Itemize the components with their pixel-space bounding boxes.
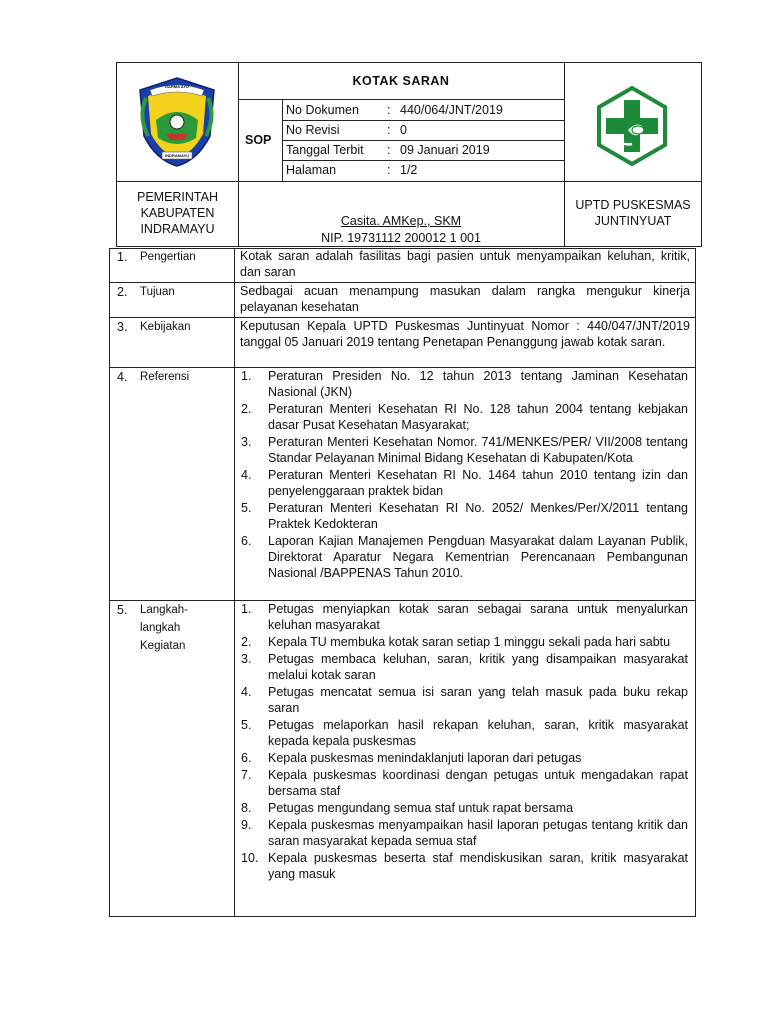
row-label: Referensi — [140, 371, 190, 383]
row-text: Keputusan Kepala UPTD Puskesmas Juntinyuat Nomor : 440/047/JNT/2019 tanggal 05 Januari 2019 tentang Penetapan Penanggung jawab kotak saran. — [240, 319, 690, 349]
list-item — [236, 684, 688, 716]
row-number: 1. — [117, 250, 128, 264]
item-text: Petugas menyiapkan kotak saran sebagai sarana untuk menyalurkan keluhan masyarakat — [268, 602, 688, 632]
list-item — [236, 601, 688, 633]
row-label: Pengertian — [140, 251, 196, 263]
meta-label: No Revisi — [286, 123, 340, 137]
left-org-line: INDRAMAYU — [140, 222, 215, 236]
item-number: 1. — [241, 602, 252, 616]
item-text: Petugas mencatat semua isi saran yang telah masuk pada buku rekap saran — [268, 685, 688, 715]
item-number: 10. — [241, 851, 259, 865]
emblem-ribbon-text: DARMA AYU — [165, 84, 189, 89]
list-item — [236, 401, 688, 433]
row-label-line: langkah — [140, 622, 181, 634]
emblem-bottom-text: INDRAMAYU — [164, 153, 190, 158]
row-number: 3. — [117, 320, 128, 334]
item-number: 8. — [241, 801, 252, 815]
right-org-line: JUNTINYUAT — [594, 214, 672, 228]
meta-label: Halaman — [286, 163, 337, 177]
meta-value: 1/2 — [400, 163, 418, 177]
meta-value: 440/064/JNT/2019 — [400, 103, 503, 117]
puskesmas-cross-logo — [592, 86, 672, 166]
list-item — [236, 500, 688, 532]
item-number: 6. — [241, 534, 252, 548]
item-text: Peraturan Menteri Kesehatan RI No. 2052/ Menkes/Per/X/2011 tentang Praktek Kedokteran — [268, 501, 688, 531]
item-text: Peraturan Menteri Kesehatan RI No. 1464 tahun 2010 tentang izin dan penyelenggaraan praktek bidan — [268, 468, 688, 498]
meta-sep: : — [387, 143, 391, 157]
item-number: 5. — [241, 718, 252, 732]
item-number: 1. — [241, 369, 252, 383]
item-number: 9. — [241, 818, 252, 832]
right-org-name — [565, 197, 701, 229]
item-text: Kepala puskesmas menyampaikan hasil laporan petugas tentang kritik dan saran masyarakat kepada semua staf — [268, 818, 688, 848]
item-text: Laporan Kajian Manajemen Pengduan Masyarakat dalam Layanan Publik, Direktorat Aparatur Negara Kementrian Perencanaan Pembangunan Nasional /BAPPENAS Tahun 2010. — [268, 534, 688, 580]
meta-value: 09 Januari 2019 — [400, 143, 490, 157]
left-org-line: PEMERINTAH — [136, 190, 219, 204]
list-item — [236, 800, 688, 816]
sop-label: SOP — [245, 133, 272, 147]
list-item — [236, 368, 688, 400]
left-org-line: KABUPATEN — [140, 206, 215, 220]
list-item — [236, 533, 688, 581]
list-item — [236, 467, 688, 499]
document-title: KOTAK SARAN — [352, 74, 450, 88]
meta-sep: : — [387, 163, 391, 177]
item-text: Peraturan Menteri Kesehatan RI No. 128 tahun 2004 tentang kebjakan dasar Pusat Kesehatan Masyarakat; — [268, 402, 688, 432]
item-number: 7. — [241, 768, 252, 782]
item-number: 3. — [241, 435, 252, 449]
row-number: 2. — [117, 285, 128, 299]
item-text: Peraturan Presiden No. 12 tahun 2013 tentang Jaminan Kesehatan Nasional (JKN) — [268, 369, 688, 399]
list-item — [236, 817, 688, 849]
meta-label: Tanggal Terbit — [286, 143, 364, 157]
row-text: Kotak saran adalah fasilitas bagi pasien untuk menyampaikan keluhan, kritik, dan saran — [240, 249, 690, 279]
list-item — [236, 850, 688, 882]
item-text: Kepala TU membuka kotak saran setiap 1 minggu sekali pada hari sabtu — [268, 635, 671, 649]
meta-value: 0 — [400, 123, 407, 137]
row-label-line: Langkah- — [140, 604, 188, 616]
right-org-line: UPTD PUSKESMAS — [575, 198, 691, 212]
item-text: Petugas membaca keluhan, saran, kritik yang disampaikan masyarakat melalui kotak saran — [268, 652, 688, 682]
item-text: Kepala puskesmas beserta staf mendiskusikan saran, kritik masyarakat yang masuk — [268, 851, 688, 881]
left-org-name — [117, 189, 238, 237]
referensi-list — [236, 368, 688, 582]
meta-sep: : — [387, 123, 391, 137]
item-number: 3. — [241, 652, 252, 666]
item-number: 4. — [241, 685, 252, 699]
item-text: Peraturan Menteri Kesehatan Nomor. 741/MENKES/PER/ VII/2008 tentang Standar Pelayanan Minimal Bidang Kesehatan di Kabupaten/Kota — [268, 435, 688, 465]
list-item — [236, 717, 688, 749]
row-text: Sedbagai acuan menampung masukan dalam rangka mengukur kinerja pelayanan kesehatan — [240, 284, 690, 314]
signer-nip: NIP. 19731112 200012 1 001 — [321, 231, 481, 245]
item-number: 2. — [241, 635, 252, 649]
langkah-list — [236, 601, 688, 883]
item-number: 2. — [241, 402, 252, 416]
indramayu-emblem-logo — [136, 76, 218, 168]
row-label — [140, 603, 188, 654]
item-text: Kepala puskesmas koordinasi dengan petugas untuk mengadakan rapat bersama staf — [268, 768, 688, 798]
item-text: Petugas melaporkan hasil rekapan keluhan, saran, kritik masyarakat kepada kepala puskesmas — [268, 718, 688, 748]
list-item — [236, 434, 688, 466]
list-item — [236, 750, 688, 766]
row-label: Kebijakan — [140, 321, 191, 333]
item-number: 5. — [241, 501, 252, 515]
meta-label: No Dokumen — [286, 103, 359, 117]
row-number: 4. — [117, 370, 128, 384]
row-number: 5. — [117, 603, 128, 617]
item-number: 4. — [241, 468, 252, 482]
meta-sep: : — [387, 103, 391, 117]
signer-name: Casita. AMKep., SKM — [340, 214, 462, 228]
item-text: Kepala puskesmas menindaklanjuti laporan dari petugas — [268, 751, 582, 765]
list-item — [236, 767, 688, 799]
item-text: Petugas mengundang semua staf untuk rapat bersama — [268, 801, 574, 815]
list-item — [236, 651, 688, 683]
row-label: Tujuan — [140, 286, 175, 298]
list-item — [236, 634, 688, 650]
row-label-line: Kegiatan — [140, 640, 186, 652]
item-number: 6. — [241, 751, 252, 765]
